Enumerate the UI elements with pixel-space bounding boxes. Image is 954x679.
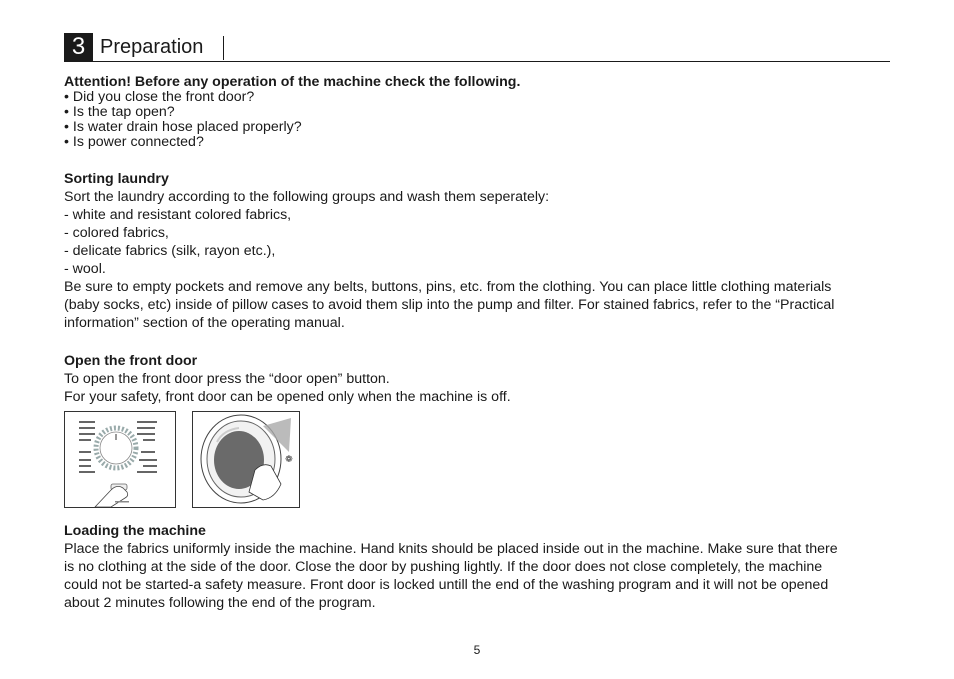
header-rule [64, 61, 890, 62]
list-item: • Did you close the front door? [64, 89, 255, 105]
list-item: • Is power connected? [64, 134, 204, 150]
page-number: 5 [473, 643, 481, 657]
paragraph-line: information” section of the operating manual. [64, 315, 345, 331]
section-header [64, 33, 890, 62]
paragraph-line: about 2 minutes following the end of the program. [64, 595, 376, 611]
title-separator [223, 36, 224, 60]
paragraph-line: Place the fabrics uniformly inside the machine. Hand knits should be placed inside out in the machine. Make sure that there [64, 541, 838, 557]
loading-heading: Loading the machine [64, 523, 206, 539]
front-door-heading: Open the front door [64, 353, 198, 369]
sorting-intro: Sort the laundry according to the following groups and wash them seperately: [64, 189, 550, 205]
page-content [64, 75, 890, 612]
list-item: - wool. [64, 261, 106, 277]
list-item: • Is the tap open? [64, 104, 175, 120]
paragraph-line: could not be started-a safety measure. Front door is locked untill the end of the washing program and it will not be opened [64, 577, 829, 593]
attention-heading: Attention! Before any operation of the machine check the following. [64, 74, 521, 90]
paragraph-line: (baby socks, etc) inside of pillow cases to avoid them slip into the pump and filter. For stained fabrics, refer to the “Practical [64, 297, 835, 313]
section-number: 3 [64, 33, 93, 61]
sorting-heading: Sorting laundry [64, 171, 169, 187]
front-door-illustration [192, 411, 300, 508]
paragraph-line: For your safety, front door can be opened only when the machine is off. [64, 389, 511, 405]
control-panel-illustration [64, 411, 176, 508]
paragraph-line: is no clothing at the side of the door. Close the door by pushing lightly. If the door does not close completely, the machine [64, 559, 823, 575]
paragraph-line: Be sure to empty pockets and remove any belts, buttons, pins, etc. from the clothing. You can place little clothing materials [64, 279, 832, 295]
figures [64, 411, 890, 514]
list-item: - delicate fabrics (silk, rayon etc.), [64, 243, 276, 259]
paragraph-line: To open the front door press the “door open” button. [64, 371, 390, 387]
svg-text:❁: ❁ [285, 455, 293, 465]
list-item: • Is water drain hose placed properly? [64, 119, 302, 135]
list-item: - colored fabrics, [64, 225, 169, 241]
page-title: Preparation [100, 36, 204, 58]
list-item: - white and resistant colored fabrics, [64, 207, 292, 223]
